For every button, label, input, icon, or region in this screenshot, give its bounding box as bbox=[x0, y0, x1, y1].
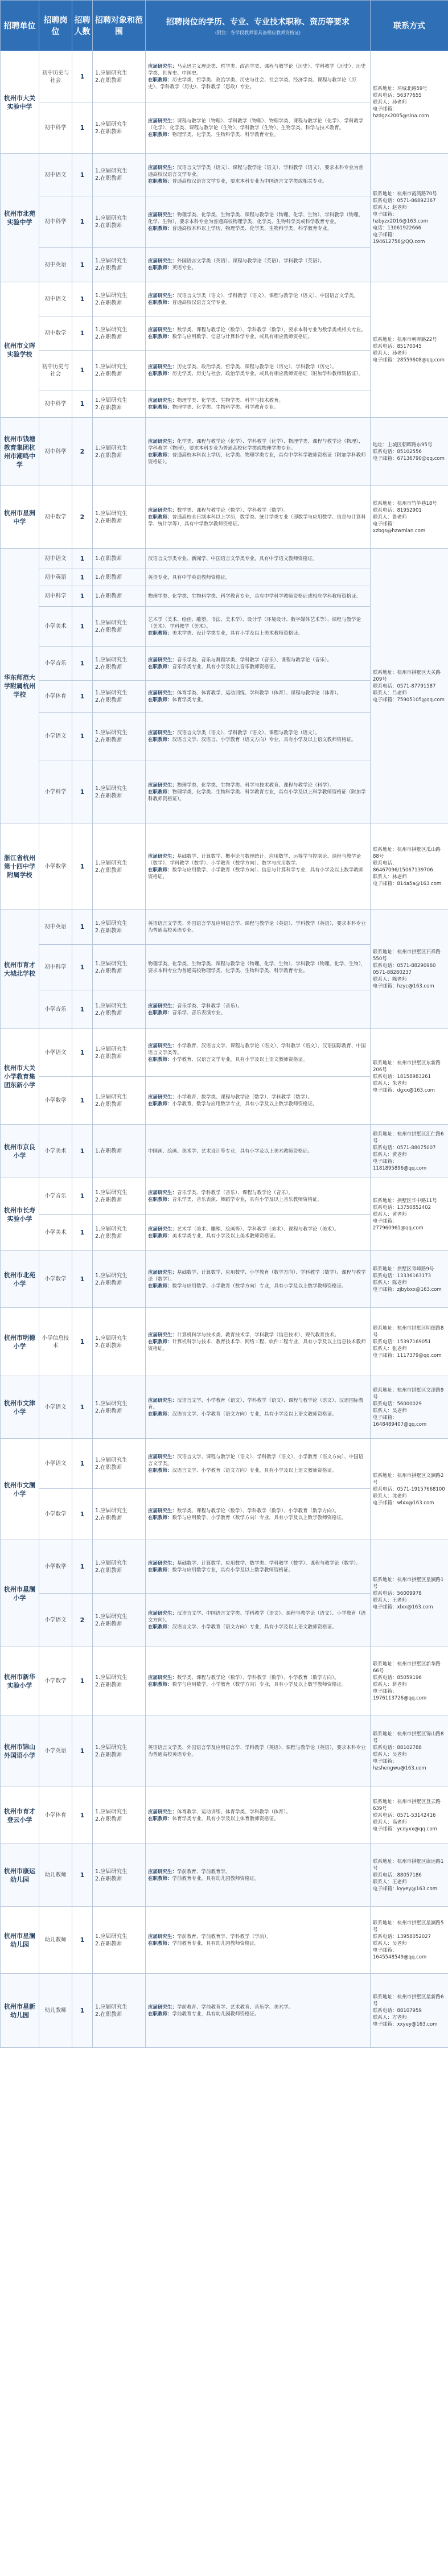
hiring-count: 1 bbox=[72, 1308, 93, 1376]
position-name: 小学语文 bbox=[39, 713, 72, 760]
header-requirements-note: (附注：各学段教师需具备相应教师资格证) bbox=[215, 30, 301, 35]
position-requirements: 应届研究生：计算机科学与技术类、教育技术学、学科教学（信息技术）、现代教育技术。 在职教师：计算机科学与技术、教育技术学、网络工程、软件工程专业，具有小学及以上信息技术教师资格证。 bbox=[146, 1308, 371, 1376]
position-name: 初中科学 bbox=[39, 586, 72, 607]
header-unit: 招聘单位 bbox=[1, 1, 39, 51]
table-row bbox=[1, 824, 448, 910]
position-name: 小学音乐 bbox=[39, 647, 72, 681]
table-row bbox=[1, 1178, 448, 1215]
position-name: 初中语文 bbox=[39, 154, 72, 196]
contact-info: 联系地址：杭州市竹竿巷18号 联系电话：81952901 联系人：鲁老师 电子邮箱：xzbgs@hzwmlan.com bbox=[371, 486, 448, 549]
hiring-count: 1 bbox=[72, 1844, 93, 1907]
position-name: 小学语文 bbox=[39, 1376, 72, 1439]
unit-name: 杭州市文晖实验学校 bbox=[1, 282, 39, 418]
position-requirements: 应届研究生：课程与教学论（物理）、学科教学（物理）、物理学类、课程与教学论（化学）、学科教学（化学）、化学类、课程与教学论（生物）、学科教学（生物）、生物学类、科学与技术教育。 在职教师：物理学类、化学类、生物科学类、科学教育专业。 bbox=[146, 102, 371, 154]
position-requirements: 应届研究生：汉语言文学类（语文）、学科教学（语文）、课程与教学论（语文）。 在职教师：汉语言文学、汉语言、小学教育（语文方向）专业，具有小学及以上语文教师资格证。 bbox=[146, 713, 371, 760]
hiring-object: 1.应届研究生 2.在职教师 bbox=[93, 1844, 146, 1907]
hiring-count: 1 bbox=[72, 760, 93, 824]
hiring-count: 1 bbox=[72, 607, 93, 647]
unit-name: 杭州市北苑小学 bbox=[1, 1251, 39, 1308]
position-name: 初中科学 bbox=[39, 102, 72, 154]
hiring-object: 1.应届研究生 2.在职教师 bbox=[93, 196, 146, 248]
contact-info: 联系地址：杭州市朝晖路22号 联系电话：85170045 联系人：孙老师 电子邮箱：28559608@qq.com bbox=[371, 282, 448, 418]
table-row bbox=[1, 1376, 448, 1439]
unit-name: 浙江省杭州第十四中学附属学校 bbox=[1, 824, 39, 910]
hiring-count: 1 bbox=[72, 1974, 93, 2048]
position-name: 初中语文 bbox=[39, 549, 72, 569]
header-position: 招聘岗位 bbox=[39, 1, 72, 51]
hiring-object: 1.应届研究生 2.在职教师 bbox=[93, 1974, 146, 2048]
hiring-object: 1.应届研究生 2.在职教师 bbox=[93, 990, 146, 1029]
header-requirements-title: 招聘岗位的学历、专业、专业技术职称、资历等要求 bbox=[166, 17, 350, 27]
hiring-object: 1.应届研究生 2.在职教师 bbox=[93, 681, 146, 713]
hiring-object: 1.在职教师 bbox=[93, 569, 146, 586]
hiring-object: 1.应届研究生 2.在职教师 bbox=[93, 1077, 146, 1125]
unit-name: 杭州市星新幼儿园 bbox=[1, 1974, 39, 2048]
position-name: 幼儿教师 bbox=[39, 1974, 72, 2048]
hiring-object: 1.在职教师 bbox=[93, 586, 146, 607]
header-object: 招聘对象和范围 bbox=[93, 1, 146, 51]
contact-info: 联系地址：拱墅区华中路11号 联系电话：13750852402 联系人：黄老师 电子邮箱：277960961@qq.com bbox=[371, 1178, 448, 1251]
position-requirements: 应届研究生：音乐学类、学科教学（音乐）、课程与教学论（音乐）。 在职教师：音乐学类、音乐表演、舞蹈学专业，具有小学及以上音乐教师资格证。 bbox=[146, 1178, 371, 1215]
position-requirements: 应届研究生：数学类、课程与教学论（数学）、学科教学（数学）。 在职教师：普通高校全日制本科以上学历，数学类、统计学类专业（即数学与应用数学、信息与计算科学、统计学等），具有中学数学教师资格证。 bbox=[146, 486, 371, 549]
position-name: 小学美术 bbox=[39, 607, 72, 647]
hiring-object: 1.应届研究生 2.在职教师 bbox=[93, 607, 146, 647]
unit-name: 杭州市文津小学 bbox=[1, 1376, 39, 1439]
position-name: 幼儿教师 bbox=[39, 1907, 72, 1974]
position-requirements: 应届研究生：数学类、课程与教学论（数学）、学科教学（数学），要求本科专业为数学类或相关专业。 在职教师：数学与应用数学、信息与计算科学专业，或具有相应教师资格证。 bbox=[146, 316, 371, 351]
contact-info: 联系地址：环城北路59号 联系电话：56377655 联系人：孙老师 电子邮箱：hzdgzx2005@sina.com bbox=[371, 51, 448, 154]
contact-info: 联系地址：杭州市拱墅区星澜路5号 联系电话：13958052027 联系人：吴老师 电子邮箱：1645548549@qq.com bbox=[371, 1907, 448, 1974]
position-requirements: 应届研究生：汉语言文学类（语文）、学科教学（语文）、课程与教学论（语文）、中国语言文学类。 在职教师：普通高校汉语言文学专业。 bbox=[146, 282, 371, 316]
position-requirements: 应届研究生：汉语言文学、小学教育（语文）、学科教学（语文）、课程与教学论（语文）、汉语国际教育。 在职教师：汉语言文学、小学教育（语文方向）专业，具有小学及以上语文教师资格证。 bbox=[146, 1376, 371, 1439]
position-name: 小学语文 bbox=[39, 1594, 72, 1647]
position-requirements: 英语专业，具有中学英语教师资格证。 bbox=[146, 569, 371, 586]
hiring-count: 1 bbox=[72, 1029, 93, 1077]
position-name: 初中数学 bbox=[39, 486, 72, 549]
unit-name: 杭州市星澜幼儿园 bbox=[1, 1907, 39, 1974]
position-name: 初中历史与社会 bbox=[39, 51, 72, 102]
hiring-object: 1.应届研究生 2.在职教师 bbox=[93, 316, 146, 351]
unit-name: 杭州市大关小学教育集团东新小学 bbox=[1, 1029, 39, 1125]
hiring-object: 1.应届研究生 2.在职教师 bbox=[93, 1215, 146, 1251]
hiring-object: 1.应届研究生 2.在职教师 bbox=[93, 1715, 146, 1787]
hiring-count: 1 bbox=[72, 390, 93, 418]
position-name: 小学数学 bbox=[39, 1251, 72, 1308]
hiring-count: 1 bbox=[72, 1125, 93, 1178]
position-requirements: 应届研究生：化学类、课程与教学论（化学）、学科教学（化学）、物理学类、课程与教学论（物理）、学科教学（物理），要求本科专业为普通高校化学类或物理学类专业。 在职教师：普通高校本科以上学历，化学类、物理学类专业，具有中学科学教师资格证（附加学科教师资格证）。 bbox=[146, 418, 371, 486]
hiring-object: 1.应届研究生 2.在职教师 bbox=[93, 51, 146, 102]
table-row bbox=[1, 1125, 448, 1178]
position-requirements: 应届研究生：学前教育、学前教育学、艺术教育、音乐学、美术学。 在职教师：学前教育专业，具有幼儿园教师资格证。 bbox=[146, 1974, 371, 2048]
table-row bbox=[1, 282, 448, 316]
hiring-count: 1 bbox=[72, 1439, 93, 1489]
hiring-object: 1.应届研究生 2.在职教师 bbox=[93, 390, 146, 418]
hiring-count: 1 bbox=[72, 586, 93, 607]
hiring-object: 1.在职教师 bbox=[93, 549, 146, 569]
contact-info: 联系地址：杭州市拱墅区文津路9号 联系电话：56000029 联系人：吴老师 电子邮箱：1648489407@qq.com bbox=[371, 1376, 448, 1439]
hiring-count: 2 bbox=[72, 1594, 93, 1647]
table-row bbox=[1, 910, 448, 945]
contact-info: 联系地址：杭州市拱墅区星新路6号 联系电话：88107959 联系人：方老师 电子邮箱：xxyey@163.com bbox=[371, 1974, 448, 2048]
contact-info: 联系地址：杭州市拱墅区登云路639号 联系电话：0571-53142416 联系人：高老师 电子邮箱：ycdyxx@qq.com bbox=[371, 1787, 448, 1844]
hiring-object: 1.应届研究生 2.在职教师 bbox=[93, 1178, 146, 1215]
hiring-count: 1 bbox=[72, 647, 93, 681]
position-requirements: 应届研究生：汉语言文学、课程与教学论（语文）、学科教学（语文）、小学教育（语文方向）、中国语言文学类。 在职教师：汉语言文学、小学教育（语文方向）专业，具有小学及以上语文教师资格证。 bbox=[146, 1439, 371, 1489]
position-requirements: 应届研究生：马克思主义理论类、哲学类、政治学类、课程与教学论（历史）、学科教学（历史）、历史学类、世界史、中国史。 在职教师：历史学类、哲学类、政治学类、历史与社会、社会学类、经济学类、课程与教学论（历史）、学科教学（历史）、学科教学（思政）专业。 bbox=[146, 51, 371, 102]
position-requirements: 应届研究生：学前教育、学前教育学。 在职教师：学前教育专业，具有幼儿园教师资格证。 bbox=[146, 1844, 371, 1907]
hiring-count: 1 bbox=[72, 1251, 93, 1308]
hiring-object: 1.应届研究生 2.在职教师 bbox=[93, 282, 146, 316]
hiring-object: 1.应届研究生 2.在职教师 bbox=[93, 1029, 146, 1077]
position-requirements: 应届研究生：小学教育、汉语言文学、课程与教学论（语文）、学科教学（语文）、汉语国际教育、中国语言文学类等。 在职教师：小学教育、汉语言文学专业，具有小学及以上语文教师资格证。 bbox=[146, 1029, 371, 1077]
position-name: 初中历史与社会 bbox=[39, 351, 72, 390]
position-requirements: 应届研究生：历史学类、政治学类、哲学类、课程与教学论（历史）、学科教学（历史）。 在职教师：历史学类、历史与社会、政治学类专业，或具有相应教师资格证（附加学科教师资格证）。 bbox=[146, 351, 371, 390]
hiring-object: 1.应届研究生 2.在职教师 bbox=[93, 486, 146, 549]
position-requirements: 艺术学（美术、绘画、雕塑、书法、美术学）、设计学（环境设计、数字媒体艺术等）、课程与教学论（美术）、学科教学（美术）。 在职教师：美术学类、设计学类专业，具有小学及以上美术教师资格证。 bbox=[146, 607, 371, 647]
position-requirements: 中国画、绘画、美术学、艺术设计等专业，具有小学及以上美术教师资格证。 bbox=[146, 1125, 371, 1178]
hiring-count: 1 bbox=[72, 945, 93, 990]
unit-name: 杭州市明德小学 bbox=[1, 1308, 39, 1376]
hiring-count: 1 bbox=[72, 990, 93, 1029]
position-name: 初中科学 bbox=[39, 196, 72, 248]
hiring-count: 1 bbox=[72, 824, 93, 910]
contact-info: 联系地址：杭州市拱墅区锦山路8号 联系电话：88102788 联系人：吴老师 电子邮箱：hzshengwu@163.com bbox=[371, 1715, 448, 1787]
hiring-count: 2 bbox=[72, 418, 93, 486]
table-row bbox=[1, 1974, 448, 2048]
hiring-count: 1 bbox=[72, 1489, 93, 1540]
position-name: 初中英语 bbox=[39, 248, 72, 282]
hiring-object: 1.应届研究生 2.在职教师 bbox=[93, 1540, 146, 1594]
hiring-object: 1.应届研究生 2.在职教师 bbox=[93, 1787, 146, 1844]
position-name: 初中语文 bbox=[39, 282, 72, 316]
table-row bbox=[1, 1540, 448, 1594]
position-requirements: 应届研究生：基础数学、计算数学、应用数学、数学类、学科教学（数学）、课程与教学论（数学）。 在职教师：数学与应用数学专业，具有小学及以上数学教师资格证。 bbox=[146, 1540, 371, 1594]
contact-info: 联系地址：杭州市霞湾路70号 联系电话：0571-86892367 联系人：赵老师 电子邮箱：hzbyzx2016@163.com 电话：13061922666 电子邮箱：194612756@QQ.com bbox=[371, 154, 448, 282]
unit-name: 杭州市文澜小学 bbox=[1, 1439, 39, 1540]
position-requirements: 汉语言文学类专业、新闻学、中国语言文学类专业，具有中学语文教师资格证。 bbox=[146, 549, 371, 569]
position-requirements: 应届研究生：数学类、课程与教学论（数学）、学科教学（数学）、小学教育（数学方向）。 在职教师：数学与应用数学、小学教育（数学方向）专业，具有小学及以上数学教师资格证。 bbox=[146, 1489, 371, 1540]
position-requirements: 应届研究生：小学教育、数学类、课程与教学论（数学）、学科教学（数学）。 在职教师：小学教育、数学与应用数学专业，具有小学及以上数学教师资格证。 bbox=[146, 1077, 371, 1125]
table-row bbox=[1, 1308, 448, 1376]
contact-info: 联系地址：杭州市拱墅区瓜山路88号 联系电话：86467096/15067139706 联系人：林老师 电子邮箱：814a5a@163.com bbox=[371, 824, 448, 910]
contact-info: 联系地址：杭州市拱墅区汇仁路6号 联系电话：0571-88075007 联系人：黄老师 电子邮箱：1181895896@qq.com bbox=[371, 1125, 448, 1178]
table-row bbox=[1, 1251, 448, 1308]
position-name: 小学体育 bbox=[39, 1787, 72, 1844]
contact-info: 联系地址：杭州市拱墅区东新路206号 联系电话：18158983261 联系人：朱老师 电子邮箱：dgxx@163.com bbox=[371, 1029, 448, 1125]
hiring-count: 1 bbox=[72, 1178, 93, 1215]
hiring-object: 1.应届研究生 2.在职教师 bbox=[93, 1439, 146, 1489]
table-row bbox=[1, 549, 448, 569]
position-name: 初中科学 bbox=[39, 418, 72, 486]
unit-name: 杭州市育才登云小学 bbox=[1, 1787, 39, 1844]
table-body bbox=[1, 51, 448, 2048]
position-requirements: 应届研究生：物理学类、化学类、生物学类、科学与技术教育、课程与教学论（科学）。 在职教师：物理学类、化学类、生物科学类、科学教育专业，具有小学及以上科学教师资格证（附加学科教师资格证）。 bbox=[146, 760, 371, 824]
hiring-object: 1.应届研究生 2.在职教师 bbox=[93, 1308, 146, 1376]
position-name: 小学语文 bbox=[39, 1439, 72, 1489]
table-row bbox=[1, 1715, 448, 1787]
unit-name: 华东师范大学附属杭州学校 bbox=[1, 549, 39, 824]
table-row bbox=[1, 51, 448, 102]
contact-info: 联系地址：拱墅区青峰路9号 联系电话：13336163173 联系人：陈老师 电子邮箱：zjbybxx@163.com bbox=[371, 1251, 448, 1308]
unit-name: 杭州市钱塘教育集团杭州市潮鸣中学 bbox=[1, 418, 39, 486]
unit-name: 杭州市星澜小学 bbox=[1, 1540, 39, 1647]
header-count: 招聘人数 bbox=[72, 1, 93, 51]
position-requirements: 物理学类、化学类、生物学类、课程与教学论（物理、化学、生物）、学科教学（物理、化学、生物），要求本科专业为普通高校物理学类、化学类、生物科学类、科学教育专业。 bbox=[146, 945, 371, 990]
hiring-count: 1 bbox=[72, 713, 93, 760]
hiring-count: 1 bbox=[72, 1215, 93, 1251]
hiring-count: 1 bbox=[72, 1907, 93, 1974]
position-name: 小学科学 bbox=[39, 760, 72, 824]
position-name: 小学体育 bbox=[39, 681, 72, 713]
hiring-object: 1.应届研究生 2.在职教师 bbox=[93, 154, 146, 196]
position-name: 小学音乐 bbox=[39, 990, 72, 1029]
table-row bbox=[1, 154, 448, 196]
contact-info: 联系地址：杭州市拱墅区康运路1号 联系电话：88057186 联系人：王老师 电子邮箱：kyyey@163.com bbox=[371, 1844, 448, 1907]
position-name: 小学数学 bbox=[39, 1077, 72, 1125]
table-row bbox=[1, 418, 448, 486]
position-name: 小学英语 bbox=[39, 1715, 72, 1787]
hiring-count: 1 bbox=[72, 282, 93, 316]
position-requirements: 英语语言文学类、外国语言学及应用语言学、课程与教学论（英语）、学科教学（英语），要求本科专业为普通高校英语专业。 bbox=[146, 910, 371, 945]
position-requirements: 应届研究生：学前教育、学前教育学、学科教学（学前）。 在职教师：学前教育专业，具有幼儿园教师资格证。 bbox=[146, 1907, 371, 1974]
position-name: 小学信息技术 bbox=[39, 1308, 72, 1376]
hiring-count: 1 bbox=[72, 681, 93, 713]
hiring-object: 1.应届研究生 2.在职教师 bbox=[93, 1594, 146, 1647]
hiring-object: 1.应届研究生 2.在职教师 bbox=[93, 248, 146, 282]
contact-info: 联系地址：杭州市拱墅区文澜路2号 联系电话：0571-19157668100 联系人：沈老师 电子邮箱：wlxx@163.com bbox=[371, 1439, 448, 1540]
unit-name: 杭州市育才大城北学校 bbox=[1, 910, 39, 1029]
position-requirements: 应届研究生：物理学类、化学类、生物学类、课程与教学论（物理、化学、生物）、学科教学（物理、化学、生物），要求本科专业为普通高校物理学类、化学类、生物科学类或科学教育专业。 在职教师：普通高校本科以上学历，物理学类、化学类、生物科学类、科学教育专业。 bbox=[146, 196, 371, 248]
table-header bbox=[1, 1, 448, 51]
position-requirements: 应届研究生：数学类、课程与教学论（数学）、学科教学（数学）、小学教育（数学方向）。 在职教师：数学与应用数学、小学教育（数学方向）专业，具有小学及以上数学教师资格证。 bbox=[146, 1647, 371, 1715]
hiring-count: 1 bbox=[72, 910, 93, 945]
position-name: 小学音乐 bbox=[39, 1178, 72, 1215]
hiring-count: 1 bbox=[72, 1787, 93, 1844]
contact-info: 联系地址：杭州市拱墅区明德路8号 联系电话：15397169051 联系人：张老师 电子邮箱：1117379@qq.com bbox=[371, 1308, 448, 1376]
hiring-count: 1 bbox=[72, 51, 93, 102]
position-requirements: 英语语言文学类、外国语言学及应用语言学、学科教学（英语）、课程与教学论（英语），要求本科专业为普通高校英语专业。 bbox=[146, 1715, 371, 1787]
position-name: 初中英语 bbox=[39, 910, 72, 945]
position-requirements: 应届研究生：体育学类、体育教学、运动训练、学科教学（体育）、课程与教学论（体育）。 在职教师：体育学类专业。 bbox=[146, 681, 371, 713]
position-name: 小学数学 bbox=[39, 1647, 72, 1715]
unit-name: 杭州市新华实验小学 bbox=[1, 1647, 39, 1715]
hiring-count: 1 bbox=[72, 196, 93, 248]
hiring-object: 1.应届研究生 2.在职教师 bbox=[93, 824, 146, 910]
hiring-count: 1 bbox=[72, 351, 93, 390]
position-requirements: 应届研究生：音乐学类、音乐与舞蹈学类、学科教学（音乐）、课程与教学论（音乐）。 在职教师：音乐学类专业，具有小学及以上音乐教师资格证。 bbox=[146, 647, 371, 681]
hiring-count: 1 bbox=[72, 316, 93, 351]
position-requirements: 应届研究生：外国语言文学类（英语）、课程与教学论（英语）、学科教学（英语）。 在职教师：英语专业。 bbox=[146, 248, 371, 282]
table-row bbox=[1, 1647, 448, 1715]
hiring-object: 1.应届研究生 2.在职教师 bbox=[93, 1251, 146, 1308]
table-row bbox=[1, 1439, 448, 1489]
hiring-count: 2 bbox=[72, 486, 93, 549]
position-requirements: 应届研究生：体育教学、运动训练、体育学类、学科教学（体育）。 在职教师：体育学类专业，具有小学及以上体育教师资格证。 bbox=[146, 1787, 371, 1844]
header-contact: 联系方式 bbox=[371, 1, 448, 51]
position-name: 小学语文 bbox=[39, 1029, 72, 1077]
table-row bbox=[1, 1844, 448, 1907]
hiring-object: 1.应届研究生 2.在职教师 bbox=[93, 1376, 146, 1439]
hiring-object: 1.应届研究生 2.在职教师 bbox=[93, 713, 146, 760]
hiring-count: 1 bbox=[72, 1540, 93, 1594]
position-requirements: 应届研究生：基础数学、计算数学、应用数学、小学教育（数学方向）、学科教学（数学）、课程与教学论（数学）。 在职教师：数学与应用数学、小学教育（数学方向）专业，具有小学及以上数学教师资格证。 bbox=[146, 1251, 371, 1308]
contact-info: 联系地址：杭州市拱墅区星澜路1号 联系电话：56009978 联系人：王老师 电子邮箱：xlxx@163.com bbox=[371, 1540, 448, 1647]
table-row bbox=[1, 1787, 448, 1844]
hiring-count: 1 bbox=[72, 569, 93, 586]
hiring-object: 1.应届研究生 2.在职教师 bbox=[93, 910, 146, 945]
unit-name: 杭州市大关实验中学 bbox=[1, 51, 39, 154]
table-row bbox=[1, 1907, 448, 1974]
position-name: 小学美术 bbox=[39, 1215, 72, 1251]
position-name: 初中科学 bbox=[39, 390, 72, 418]
contact-info: 联系地址：杭州市拱墅区大关路209号 联系电话：0571-87791587 联系人：吕老师 电子邮箱：75905105@qq.com bbox=[371, 549, 448, 824]
position-name: 小学美术 bbox=[39, 1125, 72, 1178]
position-name: 小学数学 bbox=[39, 1540, 72, 1594]
contact-info: 地址：上城区朝晖路东95号 联系电话：85102556 电子邮箱：67136790@qq.com bbox=[371, 418, 448, 486]
hiring-object: 1.应届研究生 2.在职教师 bbox=[93, 647, 146, 681]
hiring-object: 1.应届研究生 2.在职教师 bbox=[93, 1647, 146, 1715]
unit-name: 杭州市京良小学 bbox=[1, 1125, 39, 1178]
unit-name: 杭州市星洲中学 bbox=[1, 486, 39, 549]
position-name: 初中科学 bbox=[39, 945, 72, 990]
hiring-count: 1 bbox=[72, 154, 93, 196]
position-requirements: 物理学类、化学类、生物科学类、科学教育专业，具有中学科学教师资格证或相应学科教师资格证。 bbox=[146, 586, 371, 607]
hiring-count: 1 bbox=[72, 1376, 93, 1439]
position-name: 幼儿教师 bbox=[39, 1844, 72, 1907]
position-requirements: 应届研究生：汉语言文学学类（语文）、课程与教学论（语文）、学科教学（语文），要求本科专业为普通高校汉语言文学专业。 在职教师：普通高校汉语言文学专业，要求本科专业为中国语言文学类或相关专业。 bbox=[146, 154, 371, 196]
position-requirements: 应届研究生：汉语言文学、中国语言文学类、学科教学（语文）、课程与教学论（语文）、小学教育（语文方向）。 在职教师：汉语言文学、小学教育（语文方向）专业，具有小学及以上语文教师资格证。 bbox=[146, 1594, 371, 1647]
position-name: 初中数学 bbox=[39, 316, 72, 351]
hiring-count: 1 bbox=[72, 1647, 93, 1715]
table-row bbox=[1, 486, 448, 549]
contact-info: 联系地址：杭州市拱墅区石祥路550号 联系电话：0571-88290960 0571-88280237 联系人：陈老师 电子邮箱：hzyc@163.com bbox=[371, 910, 448, 1029]
hiring-object: 1.应届研究生 2.在职教师 bbox=[93, 102, 146, 154]
header-requirements bbox=[146, 1, 371, 51]
unit-name: 杭州市长寿实验小学 bbox=[1, 1178, 39, 1251]
hiring-object: 1.应届研究生 2.在职教师 bbox=[93, 1489, 146, 1540]
table-row bbox=[1, 1029, 448, 1077]
unit-name: 杭州市锦山外国语小学 bbox=[1, 1715, 39, 1787]
hiring-object: 1.应届研究生 2.在职教师 bbox=[93, 351, 146, 390]
hiring-object: 1.应届研究生 2.在职教师 bbox=[93, 1907, 146, 1974]
position-requirements: 应届研究生：音乐学类、学科教学（音乐）。 在职教师：音乐学、音乐表演专业。 bbox=[146, 990, 371, 1029]
unit-name: 杭州市康运幼儿园 bbox=[1, 1844, 39, 1907]
position-name: 小学数学 bbox=[39, 1489, 72, 1540]
hiring-object: 1.应届研究生 2.在职教师 bbox=[93, 760, 146, 824]
hiring-count: 1 bbox=[72, 1715, 93, 1787]
hiring-count: 1 bbox=[72, 102, 93, 154]
position-requirements: 应届研究生：物理学类、化学类、生物学类、科学与技术教育。 在职教师：物理学类、化学类、生物科学类、科学教育专业。 bbox=[146, 390, 371, 418]
position-requirements: 应届研究生：艺术学（美术、雕塑、绘画等）、学科教学（美术）、课程与教学论（美术）。 在职教师：美术学类专业，具有小学及以上美术教师资格证。 bbox=[146, 1215, 371, 1251]
hiring-count: 1 bbox=[72, 248, 93, 282]
position-requirements: 应届研究生：基础数学、计算数学、概率论与数理统计、应用数学、运筹学与控制论、课程与教学论（数学）、学科教学（数学）、小学教育（数学方向）、数学与应用数学。 在职教师：数学与应用数学、小学教育（数学方向）、信息与计算科学专业，具有小学及以上数学教师资格证。 bbox=[146, 824, 371, 910]
position-name: 小学数学 bbox=[39, 824, 72, 910]
hiring-object: 1.应届研究生 2.在职教师 bbox=[93, 418, 146, 486]
hiring-count: 1 bbox=[72, 1077, 93, 1125]
contact-info: 联系地址：杭州市拱墅区新华路66号 联系电话：85059196 联系人：蒋老师 电子邮箱：1976113726@qq.com bbox=[371, 1647, 448, 1715]
hiring-count: 1 bbox=[72, 549, 93, 569]
hiring-object: 1.应届研究生 2.在职教师 bbox=[93, 945, 146, 990]
hiring-object: 1.在职教师 bbox=[93, 1125, 146, 1178]
unit-name: 杭州市北苑实验中学 bbox=[1, 154, 39, 282]
position-name: 初中英语 bbox=[39, 569, 72, 586]
